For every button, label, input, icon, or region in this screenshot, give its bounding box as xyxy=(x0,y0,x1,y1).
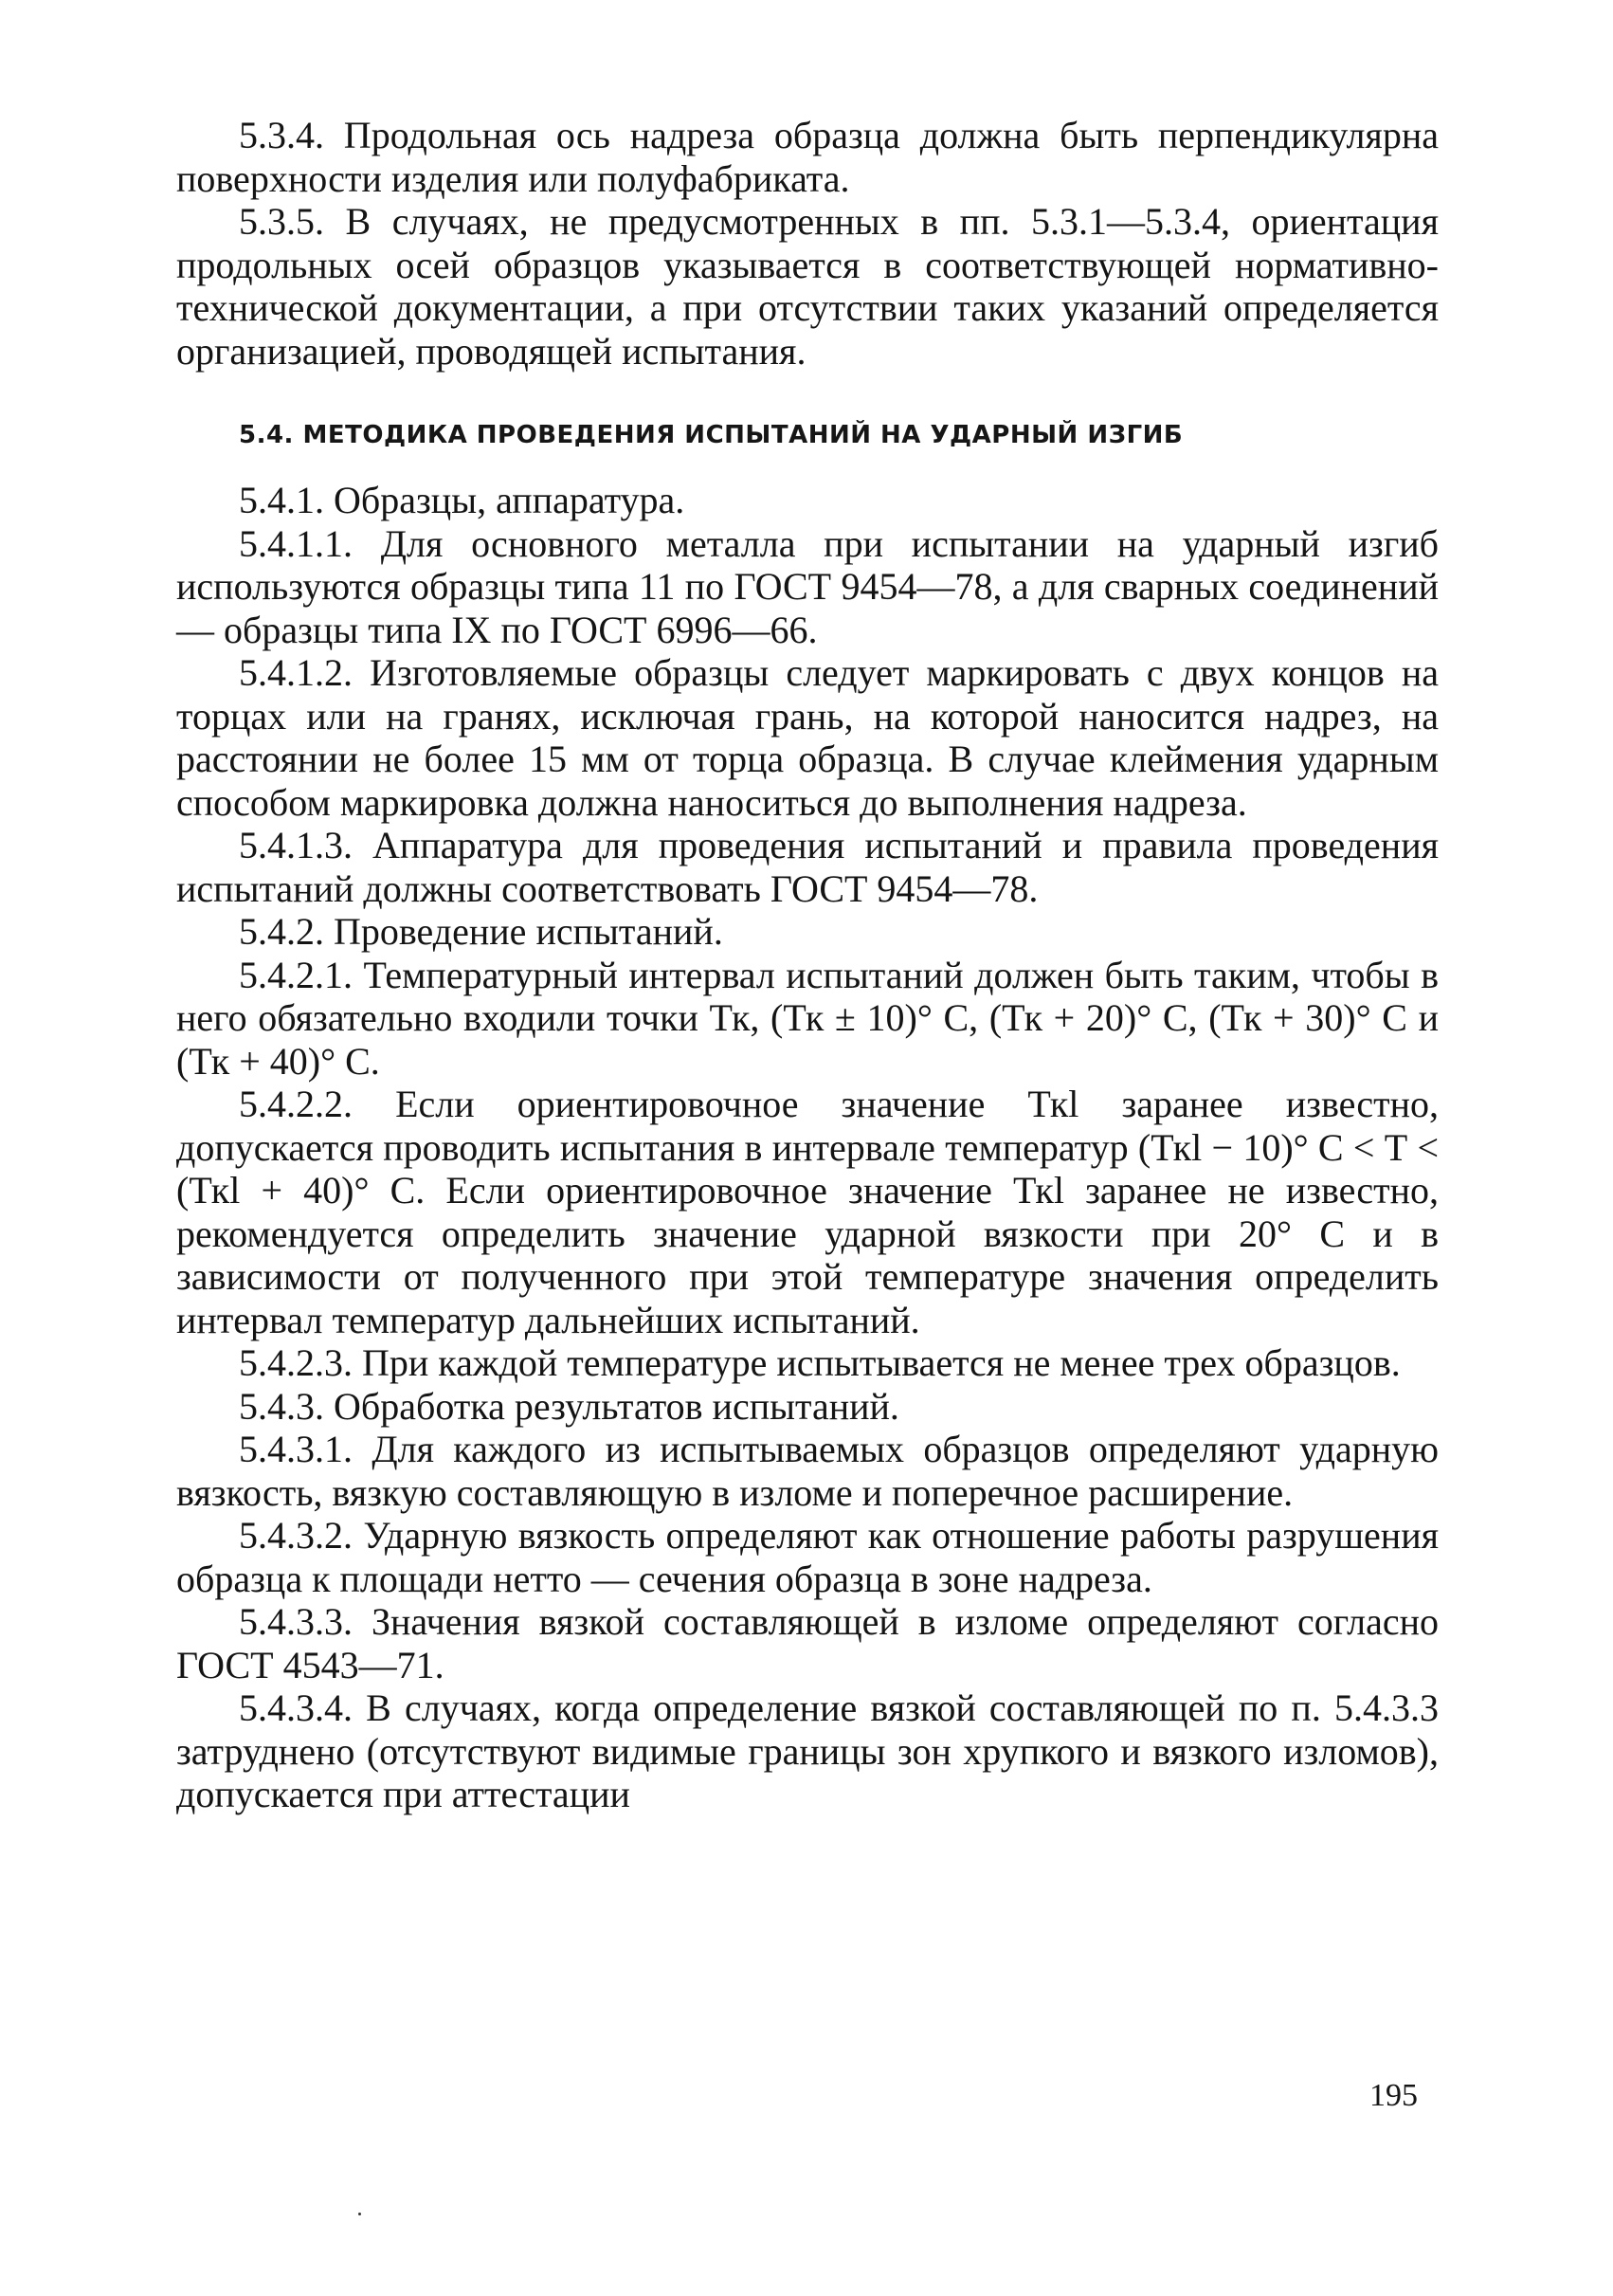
paragraph-5-4-3-2: 5.4.3.2. Ударную вязкость определяют как отношение работы разрушения образца к площади нетто — сечения образца в зоне надреза. xyxy=(176,1514,1439,1600)
paragraph-5-4-3: 5.4.3. Обработка результатов испытаний. xyxy=(239,1384,899,1428)
paragraph-5-4-2: 5.4.2. Проведение испытаний. xyxy=(239,910,723,953)
scan-speck xyxy=(358,2213,361,2215)
section-heading: 5.4. МЕТОДИКА ПРОВЕДЕНИЯ ИСПЫТАНИЙ НА УДАРНЫЙ ИЗГИБ xyxy=(239,421,1184,449)
paragraph-5-3-5: 5.3.5. В случаях, не предусмотренных в пп. 5.3.1—5.3.4, ориентация продольных осей образцов указывается в соответствующей нормативно-технической документации, а при отсутствии таких указаний определяется организацией, проводящей испытания. xyxy=(176,200,1439,373)
document-page xyxy=(176,114,1439,1816)
page-number: 195 xyxy=(1369,2078,1418,2113)
paragraph-5-4-1-2: 5.4.1.2. Изготовляемые образцы следует маркировать с двух концов на торцах или на гранях, исключая грань, на которой наносится надрез, на расстоянии не более 15 мм от торца образца. В случае клеймения ударным способом маркировка должна наноситься до выполнения надреза. xyxy=(176,651,1439,824)
paragraph-5-4-2-2: 5.4.2.2. Если ориентировочное значение Ткl заранее известно, допускается проводить испытания в интервале температур (Ткl − 10)° С < Т < (Ткl + 40)° С. Если ориентировочное значение Ткl заранее не известно, рекомендуется определить значение ударной вязкости при 20° С и в зависимости от полученного при этой температуре значения определить интервал температур дальнейших испытаний. xyxy=(176,1083,1439,1341)
paragraph-5-4-1: 5.4.1. Образцы, аппаратура. xyxy=(239,479,685,521)
paragraph-5-4-3-1: 5.4.3.1. Для каждого из испытываемых образцов определяют ударную вязкость, вязкую составляющую в изломе и поперечное расширение. xyxy=(176,1428,1439,1514)
paragraph-5-4-2-1: 5.4.2.1. Температурный интервал испытаний должен быть таким, чтобы в него обязательно входили точки Тк, (Тк ± 10)° С, (Тк + 20)° С, (Тк + 30)° С и (Тк + 40)° С. xyxy=(176,953,1439,1083)
paragraph-5-4-2-3: 5.4.2.3. При каждой температуре испытывается не менее трех образцов. xyxy=(239,1341,1401,1384)
paragraph-5-4-1-3: 5.4.1.3. Аппаратура для проведения испытаний и правила проведения испытаний должны соответствовать ГОСТ 9454—78. xyxy=(176,824,1439,910)
paragraph-5-4-1-1: 5.4.1.1. Для основного металла при испытании на ударный изгиб используются образцы типа 11 по ГОСТ 9454—78, а для сварных соединений — образцы типа IX по ГОСТ 6996—66. xyxy=(176,521,1439,651)
paragraph-5-4-3-4: 5.4.3.4. В случаях, когда определение вязкой составляющей по п. 5.4.3.3 затруднено (отсутствуют видимые границы зон хрупкого и вязкого изломов), допускается при аттестации xyxy=(176,1686,1439,1815)
paragraph-5-4-3-3: 5.4.3.3. Значения вязкой составляющей в изломе определяют согласно ГОСТ 4543—71. xyxy=(176,1600,1439,1686)
paragraph-5-3-4: 5.3.4. Продольная ось надреза образца должна быть перпендикулярна поверхности изделия или полуфабриката. xyxy=(176,114,1439,200)
